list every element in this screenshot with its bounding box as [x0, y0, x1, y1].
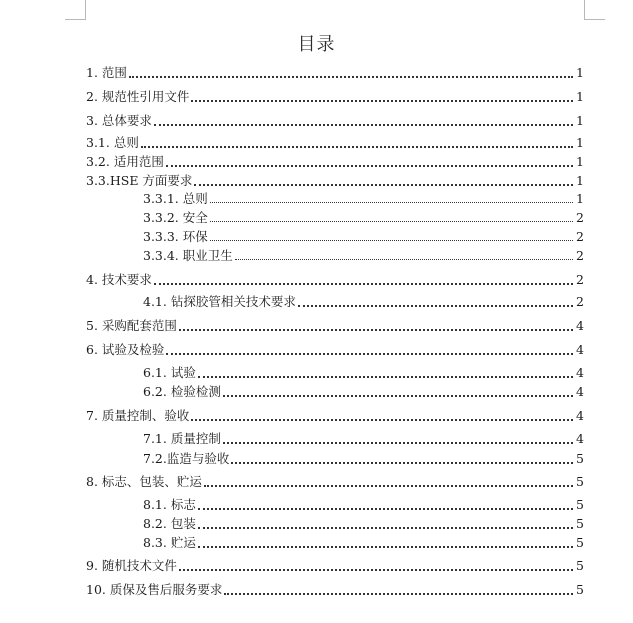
- toc-entry-label: 6. 试验及检验: [86, 342, 165, 357]
- toc-page-number: 1: [576, 89, 584, 104]
- toc-dot-leader: [223, 395, 573, 397]
- toc-entry-label: 8.2. 包装: [143, 516, 196, 531]
- toc-entry[interactable]: [143, 190, 584, 208]
- toc-page-number: 5: [576, 451, 584, 466]
- toc-page-number: 4: [576, 431, 584, 446]
- toc-entry[interactable]: [143, 293, 584, 311]
- toc-entry-label: 8. 标志、包装、贮运: [86, 474, 202, 489]
- toc-entry-label: 4.1. 钻探胶管相关技术要求: [143, 294, 296, 309]
- toc-page-number: 2: [576, 210, 584, 225]
- toc-dot-leader: [166, 353, 573, 355]
- toc-entry-label: 1. 范围: [86, 65, 127, 80]
- toc-page-number: 4: [576, 318, 584, 333]
- toc-entry[interactable]: [143, 228, 584, 246]
- toc-entry-label: 3.2. 适用范围: [86, 154, 164, 169]
- toc-entry[interactable]: [86, 64, 584, 82]
- toc-entry[interactable]: [143, 534, 584, 552]
- toc-dot-leader: [154, 283, 573, 285]
- toc-entry[interactable]: [86, 134, 584, 152]
- toc-page-number: 1: [576, 65, 584, 80]
- toc-page-number: 5: [576, 497, 584, 512]
- toc-dot-leader: [223, 442, 573, 444]
- toc-entry-label: 3.3.4. 职业卫生: [143, 248, 233, 263]
- toc-page-number: 1: [576, 135, 584, 150]
- toc-title: 目录: [297, 34, 336, 55]
- toc-entry[interactable]: [86, 317, 584, 335]
- toc-page-number: 2: [576, 294, 584, 309]
- toc-entry[interactable]: [86, 557, 584, 575]
- toc-entry-label: 3.3.2. 安全: [143, 210, 208, 225]
- toc-dot-leader: [191, 419, 573, 421]
- toc-page-number: 4: [576, 365, 584, 380]
- toc-entry-label: 7.2.监造与验收: [143, 451, 230, 466]
- toc-page-number: 5: [576, 558, 584, 573]
- toc-entry-label: 3. 总体要求: [86, 113, 152, 128]
- toc-entry-label: 6.2. 检验检测: [143, 384, 221, 399]
- toc-page-number: 4: [576, 384, 584, 399]
- toc-entry[interactable]: [143, 209, 584, 227]
- toc-page-number: 1: [576, 191, 584, 206]
- toc-page-number: 1: [576, 154, 584, 169]
- toc-entry-label: 4. 技术要求: [86, 272, 152, 287]
- toc-dot-leader: [166, 165, 573, 167]
- toc-dot-leader: [154, 124, 573, 126]
- toc-page-number: 1: [576, 173, 584, 188]
- toc-entry-label: 5. 采购配套范围: [86, 318, 177, 333]
- toc-entry[interactable]: [86, 341, 584, 359]
- toc-page-number: 5: [576, 516, 584, 531]
- toc-page-number: 2: [576, 248, 584, 263]
- toc-entry-label: 7.1. 质量控制: [143, 431, 221, 446]
- toc-dot-leader: [129, 76, 573, 78]
- toc-dot-leader: [198, 527, 573, 529]
- toc-entry[interactable]: [86, 112, 584, 130]
- toc-dot-leader: [198, 376, 573, 378]
- toc-entry-label: 7. 质量控制、验收: [86, 408, 190, 423]
- toc-entry[interactable]: [143, 430, 584, 448]
- toc-entry-label: 10. 质保及售后服务要求: [86, 582, 223, 597]
- toc-dot-leader: [224, 593, 573, 595]
- toc-entry[interactable]: [86, 407, 584, 425]
- toc-dot-leader: [298, 305, 573, 307]
- toc-dot-leader: [191, 100, 573, 102]
- header-corner-mark-right: [584, 0, 605, 20]
- toc-entry-label: 2. 规范性引用文件: [86, 89, 190, 104]
- toc-entry-label: 8.1. 标志: [143, 497, 196, 512]
- toc-page-number: 5: [576, 582, 584, 597]
- toc-dot-leader: [194, 184, 573, 186]
- toc-page-number: 2: [576, 229, 584, 244]
- toc-entry[interactable]: [143, 247, 584, 265]
- toc-entry-label: 9. 随机技术文件: [86, 558, 177, 573]
- toc-entry[interactable]: [86, 172, 584, 190]
- toc-entry-label: 6.1. 试验: [143, 365, 196, 380]
- toc-entry[interactable]: [143, 383, 584, 401]
- toc-dot-leader: [198, 508, 573, 510]
- toc-entry[interactable]: [86, 271, 584, 289]
- toc-entry-label: 8.3. 贮运: [143, 535, 196, 550]
- toc-dot-leader: [210, 240, 573, 241]
- toc-entry[interactable]: [143, 496, 584, 514]
- toc-page-number: 1: [576, 113, 584, 128]
- toc-entry[interactable]: [86, 153, 584, 171]
- toc-entry[interactable]: [143, 364, 584, 382]
- toc-dot-leader: [179, 329, 573, 331]
- toc-dot-leader: [204, 485, 573, 487]
- toc-entry[interactable]: [86, 473, 584, 491]
- toc-entry[interactable]: [143, 515, 584, 533]
- toc-dot-leader: [179, 569, 573, 571]
- toc-page-number: 4: [576, 408, 584, 423]
- toc-entry[interactable]: [86, 581, 584, 599]
- toc-entry-label: 3.3.1. 总则: [143, 191, 208, 206]
- toc-dot-leader: [235, 259, 573, 260]
- toc-entry[interactable]: [143, 450, 584, 468]
- toc-entry[interactable]: [86, 88, 584, 106]
- toc-page-number: 2: [576, 272, 584, 287]
- toc-dot-leader: [210, 202, 573, 203]
- toc-entry-label: 3.3.HSE 方面要求: [86, 173, 193, 188]
- toc-dot-leader: [210, 221, 573, 222]
- toc-page-number: 5: [576, 535, 584, 550]
- header-corner-mark-left: [65, 0, 86, 20]
- toc-dot-leader: [198, 546, 573, 548]
- toc-entry-label: 3.1. 总则: [86, 135, 139, 150]
- toc-dot-leader: [141, 146, 573, 148]
- toc-dot-leader: [231, 462, 573, 464]
- toc-page-number: 5: [576, 474, 584, 489]
- toc-page-number: 4: [576, 342, 584, 357]
- toc-entry-label: 3.3.3. 环保: [143, 229, 208, 244]
